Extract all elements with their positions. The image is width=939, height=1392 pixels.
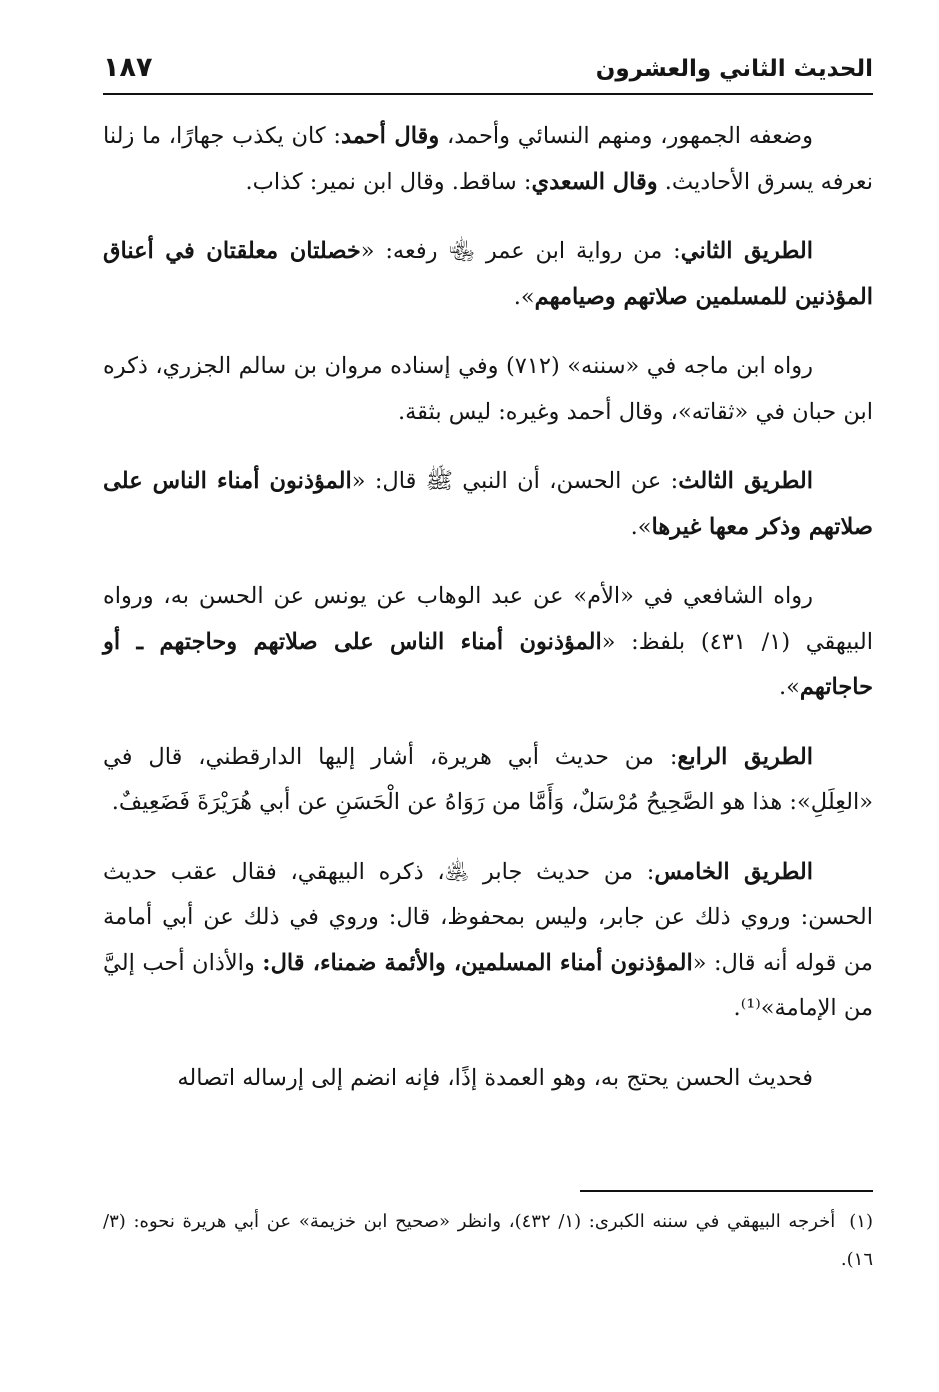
page-number: ١٨٧ [103,52,153,83]
footnotes [103,1203,873,1279]
text-run: : من رواية ابن عمر ﵄ رفعه: « [360,238,681,264]
body-text [103,114,873,1125]
bold-run: الطريق الثاني [680,238,813,264]
paragraph [103,114,873,205]
bold-run: المؤذنون أمناء المسلمين، والأئمة ضمناء، قال: [262,949,693,976]
bold-run: المؤذنون أمناء الناس على صلاتهم وذكر معها غيرها [103,468,873,540]
text-run: والأذان أحب إليَّ من الإمامة»⁽¹⁾. [103,949,873,1021]
paragraph [103,1056,873,1102]
footnote [103,1203,873,1279]
text-run: فحديث الحسن يحتج به، وهو العمدة إذًا، فإنه انضم إلى إرساله اتصاله [177,1064,813,1091]
running-title: الحديث الثاني والعشرون [595,56,873,82]
text-run: ». [513,283,535,310]
text-run: وضعفه الجمهور، ومنهم النسائي وأحمد، [439,123,814,149]
paragraph [103,850,873,1032]
text-run: : من حديث جابر ﵁، ذكره البيهقي، فقال عقب حديث الحسن: وروي ذلك عن جابر، وليس بمحفوظ، قال: وروي في ذلك عن أبي أمامة من قوله أنه قال: « [103,858,873,976]
paragraph [103,735,873,826]
text-run: : عن الحسن، أن النبي ﷺ قال: « [351,468,679,494]
bold-run: خصلتان معلقتان في أعناق المؤذنين للمسلمين صلاتهم وصيامهم [103,238,873,310]
paragraph [103,229,873,320]
text-run: : من حديث أبي هريرة، أشار إليها الدارقطني، قال في «العِلَلِ»: هذا هو الصَّحِيحُ مُرْسَلٌ، وَأَمَّا من رَوَاهُ عن الْحَسَنِ عن أبي هُرَيْرَةَ فَضَعِيفٌ. [103,743,873,815]
footnote-rule [580,1190,873,1192]
bold-run: وقال السعدي [531,168,658,195]
paragraph [103,459,873,550]
bold-run: الطريق الرابع [677,743,813,770]
header-rule [103,93,873,95]
bold-run: الطريق الثالث [678,468,813,494]
text-run: رواه ابن ماجه في «سننه» (٧١٢) وفي إسناده مروان بن سالم الجزري، ذكره ابن حبان في «ثقاته»، وقال أحمد وغيره: ليس بثقة. [103,353,873,425]
bold-run: وقال أحمد [340,123,440,149]
text-run: : كان يكذب جهارًا، ما زلنا نعرفه يسرق الأحاديث. [103,123,873,195]
text-run: ». [630,513,652,540]
text-run: رواه الشافعي في «الأم» عن عبد الوهاب عن يونس عن الحسن به، ورواه البيهقي (١/ ٤٣١) بلفظ: « [103,583,873,655]
paragraph [103,344,873,435]
bold-run: الطريق الخامس [654,858,813,885]
footnote-text: أخرجه البيهقي في سننه الكبرى: (١/ ٤٣٢)، وانظر «صحيح ابن خزيمة» عن أبي هريرة نحوه: (٣/ ١٦). [103,1211,873,1270]
footnote-number: (١) [849,1211,873,1232]
text-run: : ساقط. وقال ابن نمير: كذاب. [245,168,532,195]
page-header [103,50,873,90]
bold-run: المؤذنون أمناء الناس على صلاتهم وحاجتهم ـ أو حاجاتهم [103,628,873,700]
paragraph [103,574,873,711]
text-run: ». [778,674,800,700]
